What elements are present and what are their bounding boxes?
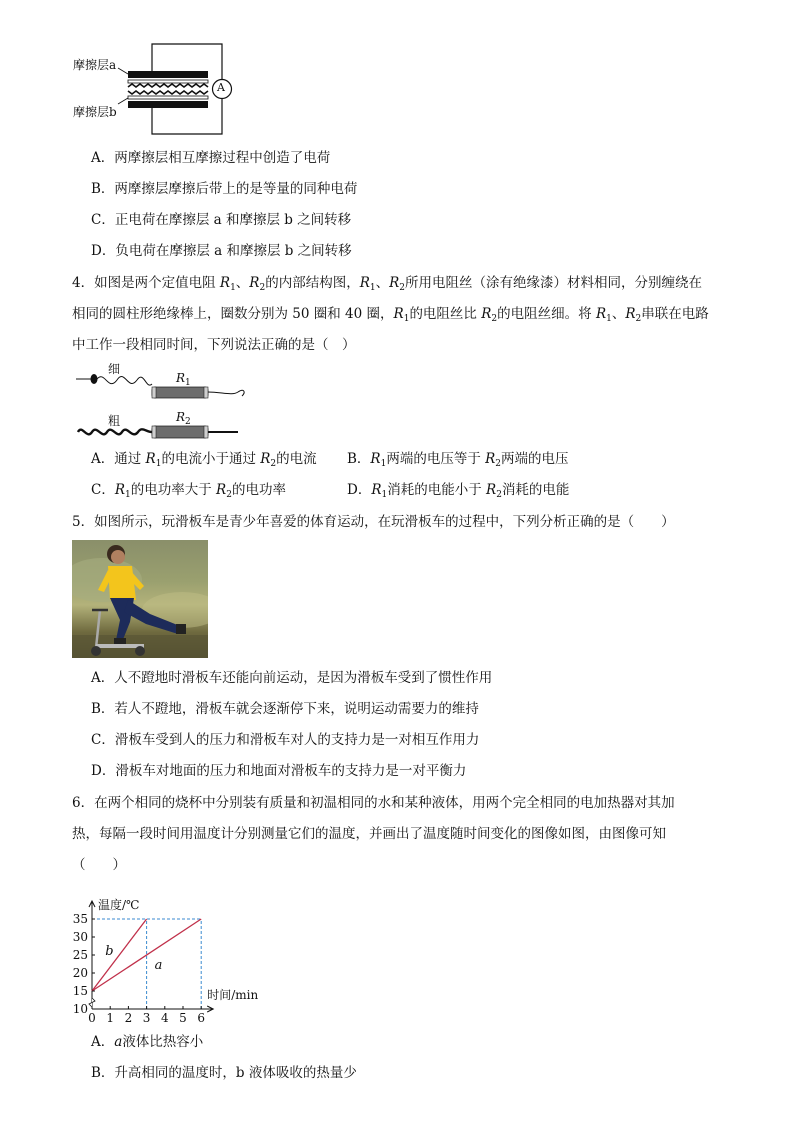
- axis-break: [89, 998, 95, 1007]
- y-tick-label-10: 10: [72, 1002, 88, 1016]
- resistor-diagram: [72, 362, 252, 444]
- x-tick-label-3: 3: [142, 1011, 151, 1025]
- x-tick-label-6: 6: [197, 1011, 206, 1025]
- thin-label: 细: [108, 362, 121, 376]
- y-tick-label-25: 25: [72, 948, 88, 962]
- x-tick-label-5: 5: [179, 1011, 187, 1025]
- q3-option-c[interactable]: C．正电荷在摩擦层 a 和摩擦层 b 之间转移: [91, 212, 352, 228]
- x-tick-label-2: 2: [124, 1011, 133, 1025]
- q4-option-b[interactable]: B．$R_1$两端的电压等于 $R_2$两端的电压: [347, 451, 569, 469]
- q5-option-a[interactable]: A．人不蹬地时滑板车还能向前运动，是因为滑板车受到了惯性作用: [91, 670, 493, 686]
- y-axis-label: 温度/℃: [98, 898, 140, 912]
- x-tick-label-4: 4: [160, 1011, 169, 1025]
- q3-option-a[interactable]: A．两摩擦层相互摩擦过程中创造了电荷: [91, 150, 331, 166]
- series-label-b: b: [105, 944, 114, 959]
- x-tick-label-0: 0: [88, 1011, 96, 1025]
- y-tick-label-35: 35: [72, 912, 88, 926]
- y-tick-label-15: 15: [72, 984, 88, 998]
- r1-figure-label: $R_1$: [176, 371, 191, 388]
- q5-option-b[interactable]: B．若人不蹬地，滑板车就会逐渐停下来，说明运动需要力的维持: [91, 701, 479, 717]
- q4-option-a[interactable]: A．通过 $R_1$的电流小于通过 $R_2$的电流: [91, 451, 317, 469]
- q4-stem-line1: 4．如图是两个定值电阻 $R_1$、$R_2$的内部结构图，$R_1$、$R_2$所用电阻丝（涂有绝缘漆）材料相同，分别缠绕在: [72, 275, 703, 293]
- q6-option-a[interactable]: A．a液体比热容小: [91, 1034, 204, 1050]
- r2-figure-label: $R_2$: [176, 410, 191, 427]
- x-axis-label: 时间/min: [207, 988, 259, 1002]
- q6-stem-line3: （ ）: [72, 857, 126, 873]
- thick-label: 粗: [108, 414, 121, 428]
- scooter-photo: [72, 540, 208, 658]
- y-tick-label-20: 20: [72, 966, 88, 980]
- q4-stem-line2: 相同的圆柱形绝缘棒上，圈数分别为 50 圈和 40 圈，$R_1$的电阻丝比 $R_2$的电阻丝细。将 $R_1$、$R_2$串联在电路: [72, 306, 709, 324]
- friction-diagram: [70, 40, 240, 140]
- series-line-b: [92, 919, 147, 991]
- q5-stem: 5．如图所示，玩滑板车是青少年喜爱的体育运动，在玩滑板车的过程中，下列分析正确的是（ ）: [72, 514, 675, 530]
- friction-layer-b-label: 摩擦层b: [73, 105, 117, 119]
- q6-option-b[interactable]: B．升高相同的温度时，b 液体吸收的热量少: [91, 1065, 357, 1081]
- friction-layer-a-label: 摩擦层a: [73, 58, 117, 72]
- q3-option-d[interactable]: D．负电荷在摩擦层 a 和摩擦层 b 之间转移: [91, 243, 352, 259]
- q4-option-c[interactable]: C．$R_1$的电功率大于 $R_2$的电功率: [91, 482, 286, 500]
- q5-option-c[interactable]: C．滑板车受到人的压力和滑板车对人的支持力是一对相互作用力: [91, 732, 480, 748]
- x-tick-label-1: 1: [106, 1011, 115, 1025]
- ammeter-label: A: [217, 81, 225, 94]
- series-label-a: a: [154, 958, 163, 973]
- q6-stem-line2: 热，每隔一段时间用温度计分别测量它们的温度，并画出了温度随时间变化的图像如图，由图像可知: [72, 826, 666, 842]
- temperature-chart-svg: [66, 885, 276, 1025]
- q6-stem-line1: 6．在两个相同的烧杯中分别装有质量和初温相同的水和某种液体，用两个完全相同的电加热器对其加: [72, 795, 675, 811]
- q5-option-d[interactable]: D．滑板车对地面的压力和地面对滑板车的支持力是一对平衡力: [91, 763, 467, 779]
- temperature-chart: [66, 885, 276, 1025]
- q4-option-d[interactable]: D．$R_1$消耗的电能小于 $R_2$消耗的电能: [347, 482, 570, 500]
- y-tick-label-30: 30: [72, 930, 88, 944]
- scooter-boy-illustration: [72, 540, 208, 658]
- q3-option-b[interactable]: B．两摩擦层摩擦后带上的是等量的同种电荷: [91, 181, 358, 197]
- q4-stem-line3: 中工作一段相同时间，下列说法正确的是（ ）: [72, 337, 356, 353]
- resistor-figure: [72, 362, 252, 444]
- friction-figure: [70, 40, 240, 140]
